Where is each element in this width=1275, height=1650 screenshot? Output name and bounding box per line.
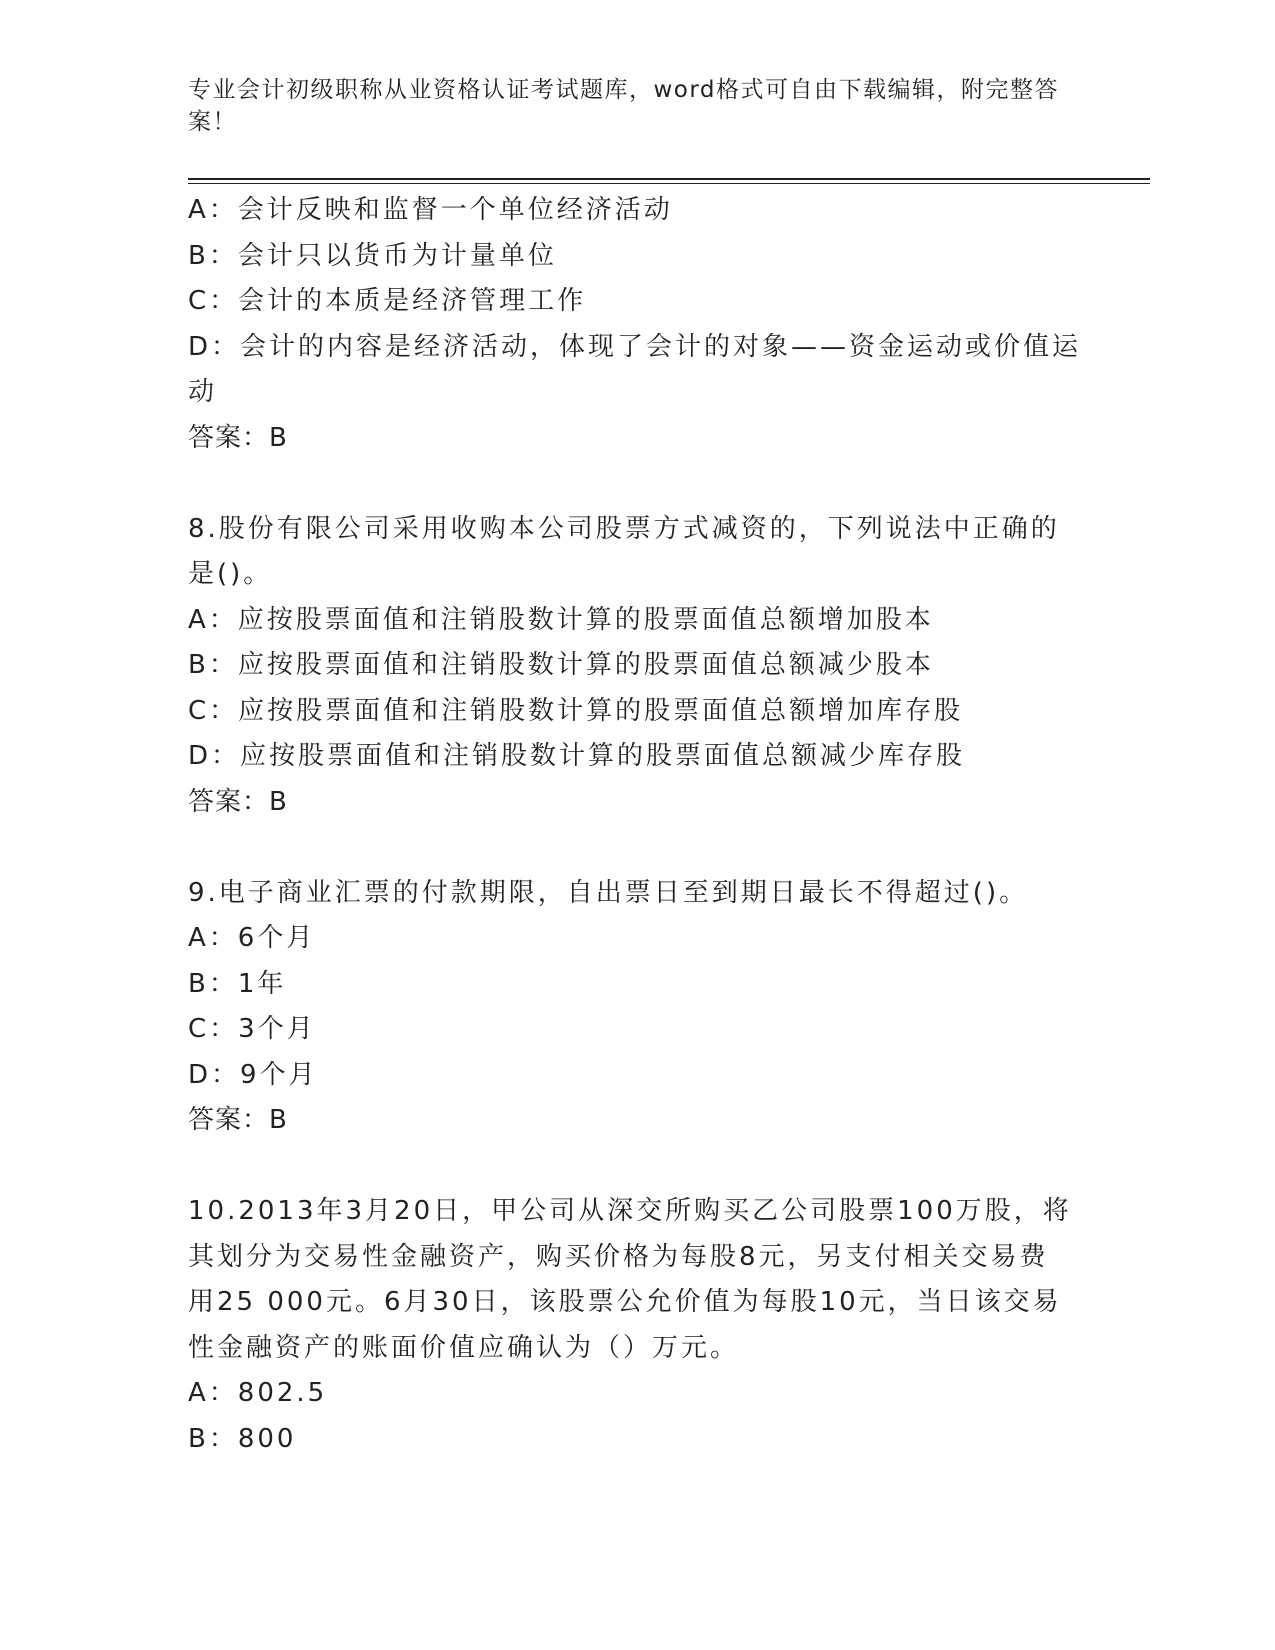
q7-option-d-line-2: 动 — [188, 377, 218, 407]
q8-option-d: D：应按股票面值和注销股数计算的股票面值总额减少库存股 — [188, 741, 966, 771]
q7-option-c: C：会计的本质是经济管理工作 — [188, 286, 587, 316]
q8-option-b: B：应按股票面值和注销股数计算的股票面值总额减少股本 — [188, 650, 934, 680]
q8-stem-line-2: 是()。 — [188, 559, 273, 589]
question-8 — [188, 507, 1088, 826]
spacer — [188, 461, 1088, 507]
header-note-line-1: 专业会计初级职称从业资格认证考试题库，word格式可自由下载编辑，附完整答 — [188, 77, 1060, 103]
q8-stem-line-1: 8.股份有限公司采用收购本公司股票方式减资的，下列说法中正确的 — [188, 513, 1060, 544]
q9-option-c: C：3个月 — [188, 1014, 316, 1044]
header-note-line-2: 案！ — [188, 109, 237, 135]
q10-option-b: B：800 — [188, 1423, 297, 1454]
q10-stem-line-3: 用25 000元。6月30日，该股票公允价值为每股10元，当日该交易 — [188, 1287, 1062, 1317]
q9-answer: 答案：B — [188, 1105, 288, 1135]
question-content — [188, 188, 1088, 1462]
q10-stem-line-1: 10.2013年3月20日，甲公司从深交所购买乙公司股票100万股，将 — [188, 1196, 1072, 1226]
q7-option-d-line-1: D：会计的内容是经济活动，体现了会计的对象——资金运动或价值运 — [188, 331, 1082, 362]
q10-option-a: A：802.5 — [188, 1378, 328, 1408]
q7-answer: 答案：B — [188, 422, 288, 453]
q9-option-b: B：1年 — [188, 968, 287, 999]
q10-stem-line-2: 其划分为交易性金融资产，购买价格为每股8元，另支付相关交易费 — [188, 1241, 1049, 1272]
spacer — [188, 1144, 1088, 1190]
q7-option-b: B：会计只以货币为计量单位 — [188, 240, 557, 271]
header-rule-thick — [188, 178, 1150, 180]
q9-option-a: A：6个月 — [188, 923, 316, 953]
q8-option-a: A：应按股票面值和注销股数计算的股票面值总额增加股本 — [188, 604, 934, 635]
question-9 — [188, 871, 1088, 1144]
document-header-note — [188, 74, 1068, 138]
q9-option-d: D：9个月 — [188, 1059, 318, 1090]
q9-stem: 9.电子商业汇票的付款期限，自出票日至到期日最长不得超过()。 — [188, 877, 1029, 908]
q8-option-c: C：应按股票面值和注销股数计算的股票面值总额增加库存股 — [188, 695, 964, 726]
header-rule-thin — [188, 183, 1150, 184]
question-10 — [188, 1189, 1088, 1462]
q8-answer: 答案：B — [188, 786, 288, 817]
question-7 — [188, 188, 1088, 461]
spacer — [188, 825, 1088, 871]
q10-stem-line-4: 性金融资产的账面价值应确认为（）万元。 — [188, 1332, 740, 1363]
q7-option-a: A：会计反映和监督一个单位经济活动 — [188, 195, 673, 225]
